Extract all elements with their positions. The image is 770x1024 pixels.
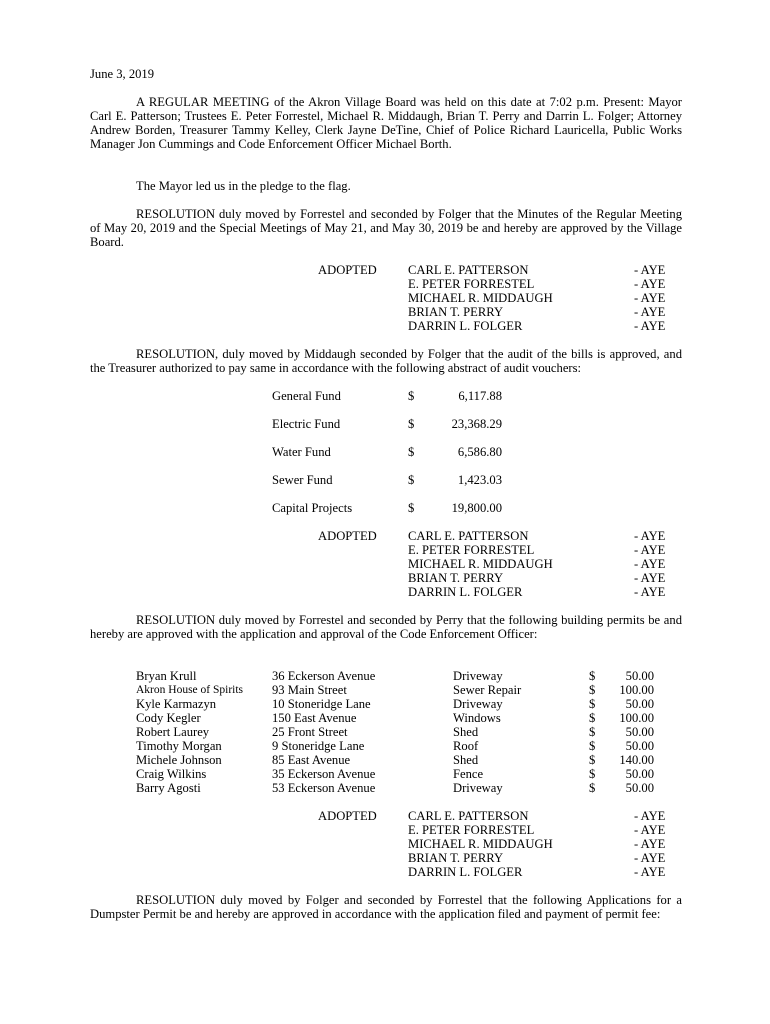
currency-symbol: $ [589, 739, 596, 753]
voter-name: CARL E. PATTERSON [408, 809, 529, 823]
permit-address: 35 Eckerson Avenue [272, 767, 376, 781]
voter-name: E. PETER FORRESTEL [408, 823, 535, 837]
permit-row [0, 711, 770, 725]
voter-name: DARRIN L. FOLGER [408, 319, 523, 333]
vote-value: - AYE [634, 585, 666, 599]
permit-address: 93 Main Street [272, 683, 347, 697]
vote-value: - AYE [634, 837, 666, 851]
resolution-minutes: RESOLUTION duly moved by Forrestel and seconded by Folger that the Minutes of the Regular Meeting of May 20, 2019 and the Special Meetings of May 21, and May 30, 2019 be and hereby are approved by the Village Board. [90, 207, 682, 249]
currency-symbol: $ [408, 501, 415, 515]
vote-value: - AYE [634, 263, 666, 277]
adopted-label: ADOPTED [318, 809, 377, 823]
fund-amount: 6,586.80 [457, 445, 502, 459]
adopted-label: ADOPTED [318, 263, 377, 277]
permit-type: Windows [453, 711, 501, 725]
applicant-name: Craig Wilkins [136, 767, 207, 781]
permit-type: Roof [453, 739, 479, 753]
voter-name: DARRIN L. FOLGER [408, 585, 523, 599]
voter-name: BRIAN T. PERRY [408, 571, 504, 585]
permit-type: Shed [453, 753, 479, 767]
currency-symbol: $ [589, 669, 596, 683]
permit-fee: 100.00 [619, 711, 654, 725]
permit-row [0, 669, 770, 683]
currency-symbol: $ [589, 683, 596, 697]
fund-amount: 6,117.88 [458, 389, 502, 403]
fund-name: Capital Projects [272, 501, 353, 515]
voter-name: DARRIN L. FOLGER [408, 865, 523, 879]
permit-address: 9 Stoneridge Lane [272, 739, 365, 753]
voter-name: E. PETER FORRESTEL [408, 543, 535, 557]
permit-fee: 50.00 [625, 767, 654, 781]
currency-symbol: $ [589, 725, 596, 739]
voter-name: MICHAEL R. MIDDAUGH [408, 837, 553, 851]
permit-fee: 100.00 [619, 683, 654, 697]
permit-address: 150 East Avenue [272, 711, 357, 725]
applicant-name: Cody Kegler [136, 711, 201, 725]
currency-symbol: $ [589, 753, 596, 767]
vote-value: - AYE [634, 291, 666, 305]
currency-symbol: $ [408, 445, 415, 459]
fund-row [0, 389, 770, 403]
permit-row [0, 753, 770, 767]
fund-name: Water Fund [272, 445, 331, 459]
vote-value: - AYE [634, 305, 666, 319]
permit-fee: 50.00 [625, 725, 654, 739]
resolution-audit: RESOLUTION, duly moved by Middaugh seconded by Folger that the audit of the bills is approved, and the Treasurer authorized to pay same in accordance with the following abstract of audit vouchers: [90, 347, 682, 375]
fund-row [0, 473, 770, 487]
vote-value: - AYE [634, 571, 666, 585]
resolution-permits: RESOLUTION duly moved by Forrestel and seconded by Perry that the following building permits be and hereby are approved with the application and approval of the Code Enforcement Officer: [90, 613, 682, 641]
applicant-name: Barry Agosti [136, 781, 201, 795]
permit-fee: 50.00 [625, 697, 654, 711]
applicant-name: Michele Johnson [136, 753, 222, 767]
applicant-name: Timothy Morgan [136, 739, 222, 753]
resolution-dumpster: RESOLUTION duly moved by Folger and seconded by Forrestel that the following Applications for a Dumpster Permit be and hereby are approved in accordance with the application filed and payment of permit fee: [90, 893, 682, 921]
intro-paragraph: A REGULAR MEETING of the Akron Village Board was held on this date at 7:02 p.m. Present: Mayor Carl E. Patterson; Trustees E. Peter Forrestel, Michael R. Middaugh, Brian T. Perry and Darrin L. Folger; Attorney Andrew Borden, Treasurer Tammy Kelley, Clerk Jayne DeTine, Chief of Police Richard Lauricella, Public Works Manager Jon Cummings and Code Enforcement Officer Michael Borth. [90, 95, 682, 151]
vote-value: - AYE [634, 543, 666, 557]
applicant-name: Robert Laurey [136, 725, 210, 739]
voter-name: MICHAEL R. MIDDAUGH [408, 291, 553, 305]
applicant-name: Kyle Karmazyn [136, 697, 217, 711]
permit-type: Driveway [453, 697, 503, 711]
permit-address: 25 Front Street [272, 725, 348, 739]
permit-type: Driveway [453, 781, 503, 795]
applicant-name: Bryan Krull [136, 669, 197, 683]
voter-name: CARL E. PATTERSON [408, 529, 529, 543]
meeting-date: June 3, 2019 [90, 67, 155, 81]
permit-address: 85 East Avenue [272, 753, 351, 767]
permit-row [0, 781, 770, 795]
permit-fee: 140.00 [619, 753, 654, 767]
permit-row [0, 683, 770, 697]
voter-name: E. PETER FORRESTEL [408, 277, 535, 291]
fund-name: General Fund [272, 389, 341, 403]
fund-amount: 19,800.00 [451, 501, 502, 515]
permit-row [0, 697, 770, 711]
permit-fee: 50.00 [625, 739, 654, 753]
fund-row [0, 445, 770, 459]
permit-address: 53 Eckerson Avenue [272, 781, 376, 795]
permit-fee: 50.00 [625, 669, 654, 683]
currency-symbol: $ [589, 711, 596, 725]
fund-row [0, 417, 770, 431]
permit-fee: 50.00 [625, 781, 654, 795]
applicant-name: Akron House of Spirits [136, 684, 244, 696]
permit-row [0, 725, 770, 739]
vote-value: - AYE [634, 557, 666, 571]
vote-value: - AYE [634, 529, 666, 543]
vote-value: - AYE [634, 277, 666, 291]
vote-value: - AYE [634, 809, 666, 823]
permit-address: 10 Stoneridge Lane [272, 697, 371, 711]
fund-name: Electric Fund [272, 417, 341, 431]
currency-symbol: $ [589, 781, 596, 795]
permit-type: Fence [453, 767, 484, 781]
currency-symbol: $ [408, 389, 415, 403]
fund-row [0, 501, 770, 515]
permit-address: 36 Eckerson Avenue [272, 669, 376, 683]
currency-symbol: $ [408, 473, 415, 487]
currency-symbol: $ [589, 767, 596, 781]
permit-row [0, 767, 770, 781]
fund-amount: 1,423.03 [457, 473, 502, 487]
fund-name: Sewer Fund [272, 473, 333, 487]
voter-name: CARL E. PATTERSON [408, 263, 529, 277]
permit-type: Driveway [453, 669, 503, 683]
voter-name: MICHAEL R. MIDDAUGH [408, 557, 553, 571]
currency-symbol: $ [408, 417, 415, 431]
permit-type: Sewer Repair [453, 683, 522, 697]
vote-value: - AYE [634, 319, 666, 333]
adopted-label: ADOPTED [318, 529, 377, 543]
currency-symbol: $ [589, 697, 596, 711]
voter-name: BRIAN T. PERRY [408, 851, 504, 865]
vote-value: - AYE [634, 865, 666, 879]
voter-name: BRIAN T. PERRY [408, 305, 504, 319]
vote-value: - AYE [634, 851, 666, 865]
fund-amount: 23,368.29 [451, 417, 502, 431]
vote-value: - AYE [634, 823, 666, 837]
pledge-paragraph: The Mayor led us in the pledge to the flag. [136, 179, 351, 193]
permit-row [0, 739, 770, 753]
permit-type: Shed [453, 725, 479, 739]
